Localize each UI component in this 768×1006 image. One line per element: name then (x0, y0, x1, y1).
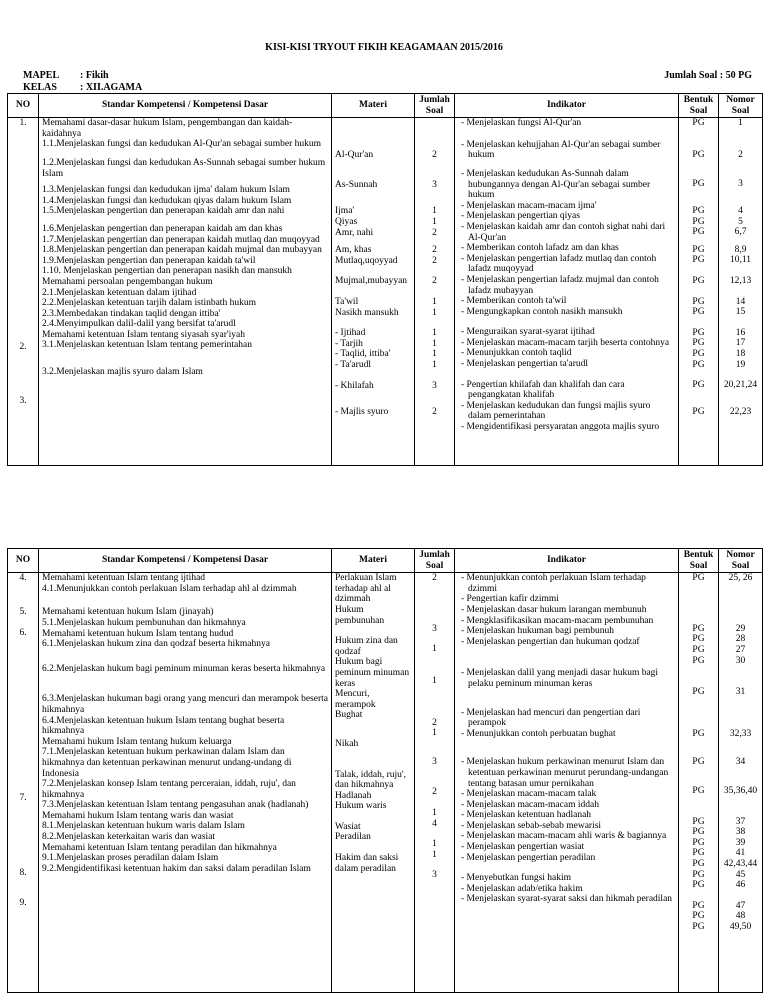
materi-text: Mujmal,mubayyan (335, 276, 408, 287)
bentuk-value: PG (692, 380, 705, 391)
materi-text: Am, khas (335, 245, 372, 256)
materi-text: Ta'wil (335, 296, 359, 307)
materi-text: - Majlis syuro (335, 407, 389, 418)
header-nomor-soal: Nomor Soal (719, 94, 763, 118)
kd-text: 1.3.Menjelaskan fungsi dan kedudukan ijma' dalam hukum Islam (42, 185, 290, 196)
indikator-text: - Menjelaskan kehujjahan Al-Qur'an sebagai sumber hukum (461, 139, 661, 161)
indikator-text: - Mengklasifikasikan macam-macam pembunuhan (461, 615, 654, 626)
materi-text: - Tarjih (335, 338, 363, 349)
kelas-value: : XII.AGAMA (80, 82, 143, 93)
jumlah-value: 3 (432, 623, 437, 634)
materi-text: - Ta'arudl (335, 359, 371, 370)
kd-text: 7.2.Menjelaskan konsep Islam tentang perceraian, iddah, ruju', dan hikmahnya (42, 779, 296, 800)
nomor-value: 47 (735, 900, 746, 911)
indikator-text: - Menjelaskan pengertian peradilan (461, 852, 596, 863)
jumlah-value: 2 (432, 245, 437, 256)
bentuk-value: PG (692, 757, 705, 768)
kd-text: 3.2.Menjelaskan majlis syuro dalam Islam (42, 367, 203, 378)
table-row (8, 573, 763, 993)
bentuk-value: PG (692, 900, 705, 911)
document-title: KISI-KISI TRYOUT FIKIH KEAGAMAAN 2015/2016 (265, 42, 503, 53)
bentuk-soal-column (679, 573, 719, 993)
bentuk-value: PG (692, 244, 705, 255)
bentuk-value: PG (692, 880, 705, 891)
jumlah-value: 1 (432, 675, 437, 686)
jumlah-value: 1 (432, 728, 437, 739)
row-number: 2. (19, 341, 27, 352)
nomor-value: 34 (735, 757, 746, 768)
jumlah-value: 2 (432, 717, 437, 728)
bentuk-value: PG (692, 338, 705, 349)
nomor-value: 15 (735, 307, 746, 318)
jumlah-value: 1 (432, 296, 437, 307)
bentuk-value: PG (692, 255, 705, 266)
jumlah-value: 1 (432, 216, 437, 227)
bentuk-value: PG (692, 179, 705, 190)
kd-text: 9.2.Mengidentifikasi ketentuan hakim dan saksi dalam peradilan Islam (42, 863, 311, 874)
jumlah-value: 2 (432, 255, 437, 266)
jumlah-soal-column (415, 573, 455, 993)
header-nomor-soal: Nomor Soal (719, 549, 763, 573)
nomor-value: 28 (735, 634, 746, 645)
nomor-value: 5 (738, 216, 743, 227)
bentuk-value: PG (692, 634, 705, 645)
nomor-value: 17 (735, 338, 746, 349)
kd-text: 1.10. Menjelaskan pengertian dan penerapan nasikh dan mansukh (42, 266, 292, 277)
kd-text: 4.1.Menunjukkan contoh perlakuan Islam terhadap ahl al dzimmah (42, 583, 297, 594)
table-header-row (8, 94, 763, 118)
nomor-value: 35,36,40 (723, 785, 758, 796)
indikator-text: - Menjelaskan had mencuri dan pengertian dari perampok (461, 707, 641, 729)
materi-text: Ijma' (335, 206, 355, 217)
jumlah-value: 1 (432, 338, 437, 349)
kd-text: 1.5.Menjelaskan pengertian dan penerapan kaidah amr dan nahi (42, 206, 285, 217)
header-indikator: Indikator (455, 549, 679, 573)
nomor-value: 29 (735, 623, 746, 634)
indikator-text: - Menjelaskan sebab-sebab mewarisi (461, 820, 602, 831)
kd-text: 5.1.Menjelaskan hukum pembunuhan dan hikmahnya (42, 617, 246, 628)
jumlah-value: 2 (432, 227, 437, 238)
row-number: 3. (19, 396, 27, 407)
jumlah-value: 2 (432, 573, 437, 584)
materi-text: Mencuri, merampok (335, 689, 376, 710)
kd-text: 1.8.Menjelaskan pengertian dan penerapan kaidah mujmal dan mubayyan (42, 245, 322, 256)
nomor-value: 45 (735, 869, 746, 880)
indikator-text: - Mengidentifikasi persyaratan anggota majlis syuro (461, 422, 660, 433)
kisi-kisi-table-1 (7, 93, 763, 466)
materi-text: Qiyas (335, 216, 358, 227)
bentuk-value: PG (692, 205, 705, 216)
nomor-value: 32,33 (729, 728, 752, 739)
row-number: 4. (19, 573, 27, 584)
kd-text: 2.1.Menjelaskan ketentuan dalam ijtihad (42, 287, 197, 298)
nomor-soal-column (719, 573, 763, 993)
nomor-value: 31 (735, 687, 746, 698)
materi-text: Hukum pembunuhan (335, 604, 385, 626)
bentuk-value: PG (692, 216, 705, 227)
kd-text: 9.1.Menjelaskan proses peradilan dalam Islam (42, 853, 219, 864)
bentuk-value: PG (692, 327, 705, 338)
bentuk-value: PG (692, 728, 705, 739)
nomor-value: 38 (735, 827, 746, 838)
sk-text: Memahami persoalan pengembangan hukum (42, 276, 213, 287)
nomor-value: 22,23 (729, 406, 752, 417)
sk-text: Memahami dasar-dasar hukum Islam, pengembangan dan kaidah-kaidahnya (42, 118, 293, 139)
materi-text: - Ijtihad (335, 328, 366, 339)
bentuk-soal-column (679, 118, 719, 466)
materi-text: Wasiat (335, 821, 361, 832)
materi-text: - Khilafah (335, 380, 374, 391)
kd-text: 1.6.Menjelaskan pengertian dan penerapan kaidah am dan khas (42, 223, 283, 234)
sk-text: Memahami hukum Islam tentang hukum keluarga (42, 736, 232, 747)
indikator-text: - Menjelaskan macam-macam ahli waris & bagiannya (461, 831, 667, 842)
indikator-text: - Menjelaskan macam-macam talak (461, 789, 597, 800)
header-bentuk-soal: Bentuk Soal (679, 94, 719, 118)
nomor-value: 20,21,24 (723, 380, 758, 391)
materi-text: Al-Qur'an (335, 150, 374, 161)
row-number: 7. (19, 792, 27, 803)
nomor-value: 30 (735, 655, 746, 666)
indikator-text: - Memberikan contoh ta'wil (461, 296, 567, 307)
nomor-value: 10,11 (729, 255, 752, 266)
bentuk-value: PG (692, 655, 705, 666)
bentuk-value: PG (692, 573, 705, 584)
bentuk-value: PG (692, 406, 705, 417)
jumlah-value: 2 (432, 787, 437, 798)
header-no: NO (8, 94, 39, 118)
kd-text: 2.4.Menyimpulkan dalil-dalil yang bersifat ta'arudl (42, 319, 236, 330)
indikator-text: - Menunjukkan contoh taqlid (461, 348, 572, 359)
materi-column (332, 573, 415, 993)
indikator-text: - Menjelaskan pengertian wasiat (461, 842, 585, 853)
nomor-value: 25, 26 (728, 573, 753, 584)
row-number: 1. (19, 118, 27, 129)
materi-text: Talak, iddah, ruju', dan hikmahnya (335, 769, 406, 791)
mapel-value: : Fikih (80, 70, 109, 81)
indikator-text: - Menjelaskan pengertian lafadz mujmal dan contoh lafadz mubayyan (461, 274, 659, 296)
kd-text: 6.3.Menjelaskan hukuman bagi orang yang mencuri dan merampok beserta hikmahnya (42, 694, 328, 715)
indikator-column (455, 573, 679, 993)
jumlah-value: 1 (432, 807, 437, 818)
indikator-text: - Menyebutkan fungsi hakim (461, 873, 572, 884)
jumlah-value: 1 (432, 849, 437, 860)
indikator-text: - Mengungkapkan contoh nasikh mansukh (461, 306, 623, 317)
nomor-value: 16 (735, 327, 746, 338)
table-row (8, 118, 763, 466)
bentuk-value: PG (692, 848, 705, 859)
jumlah-value: 3 (432, 870, 437, 881)
bentuk-value: PG (692, 785, 705, 796)
kelas-label: KELAS (23, 82, 57, 93)
indikator-text: - Memberikan contoh lafadz am dan khas (461, 243, 619, 254)
bentuk-value: PG (692, 149, 705, 160)
indikator-text: - Menjelaskan macam-macam tarjih beserta contohnya (461, 337, 670, 348)
nomor-value: 2 (738, 149, 743, 160)
bentuk-value: PG (692, 858, 705, 869)
indikator-text: - Menjelaskan pengertian dan hukuman qodzaf (461, 636, 640, 647)
indikator-text: - Menjelaskan kedudukan dan fungsi majlis syuro dalam pemerintahan (461, 400, 651, 422)
kd-text: 7.3.Menjelaskan ketentuan Islam tentang pengasuhan anak (hadlanah) (42, 800, 309, 811)
nomor-value: 1 (738, 118, 743, 129)
jumlah-value: 1 (432, 839, 437, 850)
bentuk-value: PG (692, 307, 705, 318)
materi-text: Perlakuan Islam terhadap ahl al dzimmah (335, 573, 397, 605)
indikator-text: - Menjelaskan dalil yang menjadi dasar hukum bagi pelaku peminum minuman keras (461, 668, 659, 689)
row-number: 6. (19, 628, 27, 639)
sk-text: Memahami ketentuan hukum Islam (jinayah) (42, 607, 214, 618)
materi-text: Hukum waris (335, 801, 387, 812)
materi-text: Nasikh mansukh (335, 307, 399, 318)
nomor-value: 48 (735, 911, 746, 922)
nomor-value: 27 (735, 644, 746, 655)
indikator-text: - Menjelaskan ketentuan hadlanah (461, 810, 592, 821)
jumlah-value: 1 (432, 328, 437, 339)
kd-text: 6.4.Menjelaskan ketentuan hukum Islam tentang bughat beserta hikmahnya (42, 715, 285, 737)
indikator-text: - Menjelaskan syarat-syarat saksi dan hikmah peradilan (461, 894, 673, 905)
bentuk-value: PG (692, 687, 705, 698)
nomor-value: 37 (735, 816, 746, 827)
indikator-text: - Menjelaskan hukuman bagi pembunuh (461, 626, 615, 637)
indikator-column (455, 118, 679, 466)
materi-text: Nikah (335, 738, 359, 749)
mapel-label: MAPEL (23, 70, 60, 81)
kd-text: 2.3.Membedakan tindakan taqlid dengan ittiba' (42, 308, 221, 319)
bentuk-value: PG (692, 348, 705, 359)
indikator-text: - Menjelaskan pengertian lafadz mutlaq dan contoh lafadz muqoyyad (461, 253, 657, 275)
kd-text: 6.1.Menjelaskan hukum zina dan qodzaf beserta hikmahnya (42, 639, 270, 650)
jumlah-value: 2 (432, 150, 437, 161)
jumlah-value: 3 (432, 179, 437, 190)
materi-text: Peradilan (335, 832, 371, 843)
header-materi: Materi (332, 94, 415, 118)
kd-text: 1.9.Menjelaskan pengertian dan penerapan kaidah ta'wil (42, 255, 256, 266)
kisi-kisi-table-2 (7, 548, 763, 993)
nomor-value: 12,13 (729, 275, 752, 286)
jumlah-soal-column (415, 118, 455, 466)
jumlah-value: 4 (432, 818, 437, 829)
materi-text: Bughat (335, 710, 363, 721)
nomor-value: 42,43,44 (723, 858, 758, 869)
header-standar-kompetensi: Standar Kompetensi / Kompetensi Dasar (39, 549, 332, 573)
sk-text: Memahami ketentuan Islam tentang ijtihad (42, 573, 206, 584)
jumlah-value: 1 (432, 349, 437, 360)
header-jumlah-soal: Jumlah Soal (415, 549, 455, 573)
table-header-row (8, 549, 763, 573)
header-jumlah-soal: Jumlah Soal (415, 94, 455, 118)
materi-text: Mutlaq,uqoyyad (335, 255, 398, 266)
jumlah-value: 2 (432, 276, 437, 287)
indikator-text: - Menjelaskan pengertian ta'arudl (461, 359, 589, 370)
bentuk-value: PG (692, 816, 705, 827)
header-bentuk-soal: Bentuk Soal (679, 549, 719, 573)
nomor-value: 41 (735, 848, 746, 859)
indikator-text: - Menjelaskan pengertian qiyas (461, 211, 580, 222)
jumlah-value: 2 (432, 407, 437, 418)
kd-text: 2.2.Menjelaskan ketentuan tarjih dalam istinbath hukum (42, 298, 256, 309)
indikator-text: - Menjelaskan macam-macam iddah (461, 799, 599, 810)
nomor-value: 6,7 (734, 227, 747, 238)
bentuk-value: PG (692, 644, 705, 655)
kd-text: 3.1.Menjelaskan ketentuan Islam tentang pemerintahan (42, 340, 252, 351)
nomor-value: 19 (735, 359, 746, 370)
indikator-text: - Pengertian khilafah dan khalifah dan cara pengangkatan khalifah (461, 379, 625, 401)
jumlah-value: 3 (432, 380, 437, 391)
header-standar-kompetensi: Standar Kompetensi / Kompetensi Dasar (39, 94, 332, 118)
materi-text: Hukum zina dan qodzaf (335, 636, 398, 657)
nomor-value: 46 (735, 880, 746, 891)
bentuk-value: PG (692, 275, 705, 286)
kd-text: 1.4.Menjelaskan fungsi dan kedudukan qiyas dalam hukum Islam (42, 195, 292, 206)
kd-text: 6.2.Menjelaskan hukum bagi peminum minuman keras beserta hikmahnya (42, 663, 326, 674)
nomor-value: 8,9 (734, 244, 747, 255)
indikator-text: - Menjelaskan adab/etika hakim (461, 883, 583, 894)
indikator-text: - Menjelaskan macam-macam ijma' (461, 200, 597, 211)
sk-text: Memahami ketentuan Islam tentang siyasah syar'iyah (42, 329, 245, 340)
bentuk-value: PG (692, 227, 705, 238)
jumlah-value: 1 (432, 206, 437, 217)
jumlah-value: 1 (432, 644, 437, 655)
materi-text: - Taqlid, ittiba' (335, 349, 391, 360)
standar-kompetensi-column (39, 573, 332, 993)
indikator-text: - Menjelaskan kedudukan As-Sunnah dalam hubungannya dengan Al-Qur'an sebagai sumber hukum (461, 168, 651, 201)
standar-kompetensi-column (39, 118, 332, 466)
no-column (8, 573, 39, 993)
materi-text: Amr, nahi (335, 227, 374, 238)
materi-column (332, 118, 415, 466)
bentuk-value: PG (692, 911, 705, 922)
kd-text: 7.1.Menjelaskan ketentuan hukum perkawinan dalam Islam dan hikmahnya dan ketentuan perkawinan menurut undang-undang di Indonesia (42, 747, 292, 779)
materi-text: As-Sunnah (335, 179, 378, 190)
bentuk-value: PG (692, 869, 705, 880)
row-number: 9. (19, 898, 27, 909)
jumlah-value: 3 (432, 756, 437, 767)
bentuk-value: PG (692, 359, 705, 370)
materi-text: Hadlanah (335, 790, 372, 801)
indikator-text: - Menunjukkan contoh perlakuan Islam terhadap dzimmi (461, 573, 646, 594)
header-no: NO (8, 549, 39, 573)
materi-text: Hukum bagi peminum minuman keras (335, 657, 410, 689)
jumlah-value: 1 (432, 359, 437, 370)
kd-text: 1.2.Menjelaskan fungsi dan kedudukan As-Sunnah sebagai sumber hukum Islam (42, 157, 326, 179)
header-indikator: Indikator (455, 94, 679, 118)
nomor-value: 14 (735, 296, 746, 307)
nomor-value: 49,50 (729, 921, 752, 932)
bentuk-value: PG (692, 837, 705, 848)
indikator-text: - Menjelaskan fungsi Al-Qur'an (461, 118, 582, 129)
no-column (8, 118, 39, 466)
kd-text: 1.7.Menjelaskan pengertian dan penerapan kaidah mutlaq dan muqoyyad (42, 234, 320, 245)
nomor-value: 39 (735, 837, 746, 848)
nomor-value: 3 (738, 179, 743, 190)
bentuk-value: PG (692, 921, 705, 932)
sk-text: Memahami ketentuan Islam tentang peradilan dan hikmahnya (42, 842, 277, 853)
nomor-value: 4 (738, 205, 743, 216)
nomor-value: 18 (735, 348, 746, 359)
indikator-text: - Menjelaskan kaidah amr dan contoh sighat nahi dari Al-Qur'an (461, 221, 666, 243)
bentuk-value: PG (692, 623, 705, 634)
indikator-text: - Menguraikan syarat-syarat ijtihad (461, 327, 595, 338)
row-number: 5. (19, 606, 27, 617)
indikator-text: - Menunjukkan contoh perbuatan bughat (461, 728, 616, 739)
jumlah-value: 1 (432, 307, 437, 318)
bentuk-value: PG (692, 118, 705, 129)
kd-text: 8.1.Menjelaskan ketentuan hukum waris dalam Islam (42, 821, 245, 832)
indikator-text: - Pengertian kafir dzimmi (461, 594, 559, 605)
header-materi: Materi (332, 549, 415, 573)
sk-text: Memahami ketentuan hukum Islam tentang hudud (42, 628, 234, 639)
bentuk-value: PG (692, 296, 705, 307)
kd-text: 8.2.Menjelaskan keterkaitan waris dan wasiat (42, 832, 216, 843)
bentuk-value: PG (692, 827, 705, 838)
row-number: 8. (19, 867, 27, 878)
sk-text: Memahami hukum Islam tentang waris dan wasiat (42, 810, 234, 821)
indikator-text: - Menjelaskan dasar hukum larangan membunuh (461, 604, 647, 615)
materi-text: Hakim dan saksi dalam peradilan (335, 853, 399, 874)
nomor-soal-column (719, 118, 763, 466)
kd-text: 1.1.Menjelaskan fungsi dan kedudukan Al-Qur'an sebagai sumber hukum (42, 139, 321, 150)
jumlah-soal-total: Jumlah Soal : 50 PG (664, 70, 752, 81)
indikator-text: - Menjelaskan hukum perkawinan menurut Islam dan ketentuan perkawinan menurut perundang-undangan tentang batasan umur pernikahan (461, 757, 669, 789)
